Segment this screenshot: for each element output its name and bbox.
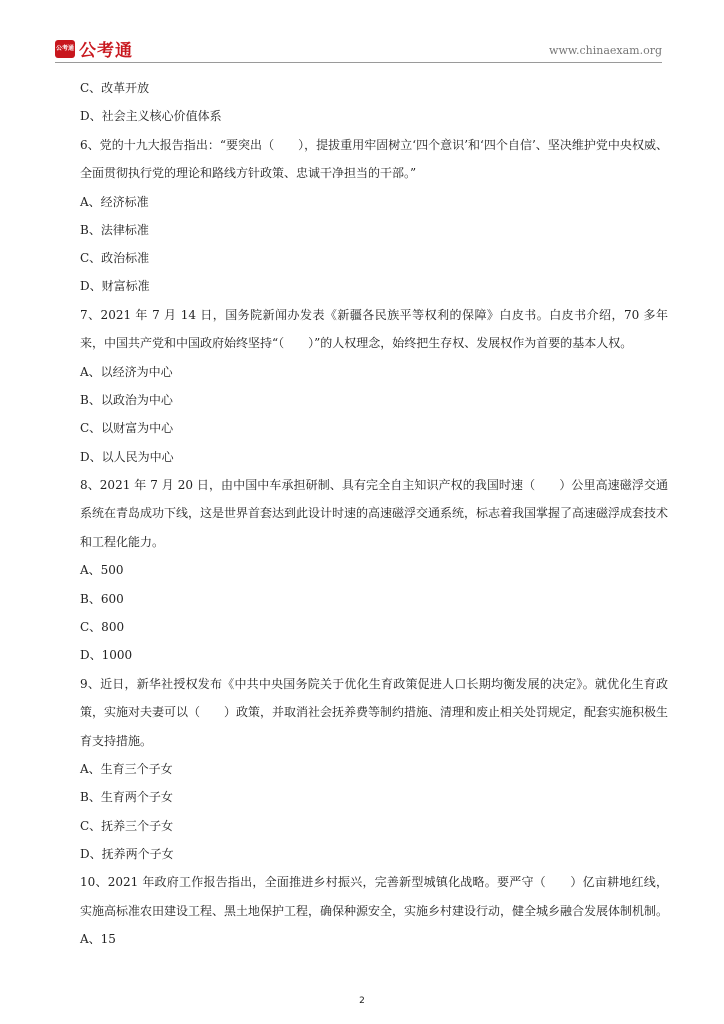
option-item: A、以经济为中心 — [80, 364, 173, 379]
option-item: C、800 — [80, 620, 125, 635]
option-item: D、财富标准 — [80, 279, 150, 294]
question-item — [80, 868, 668, 925]
page-header — [55, 33, 662, 63]
page-number: 2 — [359, 996, 365, 1006]
question-text: 9、近日，新华社授权发布《中共中央国务院关于优化生育政策促进人口长期均衡发展的决定》。就优化生育政策，实施对夫妻可以（ ）政策，并取消社会抚养费等制约措施、清理和废止相关处罚规定，配套实施积极生育支持措施。 — [80, 676, 669, 748]
option-item: B、以政治为中心 — [80, 393, 173, 408]
option-item: B、生育两个子女 — [80, 790, 173, 805]
option-item: D、以人民为中心 — [80, 449, 174, 464]
question-item — [80, 471, 668, 557]
document-body — [60, 74, 668, 954]
question-item — [80, 670, 668, 756]
option-item: A、生育三个子女 — [80, 762, 173, 777]
option-item: D、社会主义核心价值体系 — [80, 109, 222, 124]
option-item: A、500 — [80, 563, 124, 578]
question-item — [80, 301, 668, 358]
option-item: B、法律标准 — [80, 222, 149, 237]
site-url: www.chinaexam.org — [549, 44, 662, 57]
question-text: 7、2021 年 7 月 14 日，国务院新闻办发表《新疆各民族平等权利的保障》白皮书。白皮书介绍，70 多年来，中国共产党和中国政府始终坚持“（ ）”的人权理念，始终把生存权、发展权作为首要的基本人权。 — [80, 307, 668, 351]
option-item: A、15 — [80, 932, 116, 947]
option-item: C、改革开放 — [80, 81, 150, 95]
header-divider — [55, 62, 662, 63]
question-text: 10、2021 年政府工作报告指出，全面推进乡村振兴，完善新型城镇化战略。要严守（ ）亿亩耕地红线，实施高标准农田建设工程、黑土地保护工程，确保种源安全，实施乡村建设行动，健全城乡融合发展体制机制。 — [80, 875, 669, 918]
question-text: 6、党的十九大报告指出：“要突出（ ），提拔重用牢固树立‘四个意识’和‘四个自信’、坚决维护党中央权威、全面贯彻执行党的理论和路线方针政策、忠诚干净担当的干部。” — [80, 137, 668, 181]
question-item — [80, 131, 668, 188]
logo — [55, 36, 133, 61]
option-item: A、经济标准 — [80, 194, 149, 209]
option-item: D、抚养两个子女 — [80, 847, 174, 862]
question-text: 8、2021 年 7 月 20 日，由中国中车承担研制、具有完全自主知识产权的我国时速（ ）公里高速磁浮交通系统在青岛成功下线，这是世界首套达到此设计时速的高速磁浮交通系统，标志着我国掌握了高速磁浮成套技术和工程化能力。 — [80, 477, 669, 549]
option-item: C、政治标准 — [80, 251, 150, 266]
option-item: C、抚养三个子女 — [80, 818, 174, 833]
logo-badge-icon: 公考通 — [55, 40, 75, 58]
option-item: C、以财富为中心 — [80, 421, 174, 436]
option-item: D、1000 — [80, 648, 133, 663]
option-item: B、600 — [80, 591, 124, 606]
logo-text: 公考通 — [79, 41, 133, 61]
